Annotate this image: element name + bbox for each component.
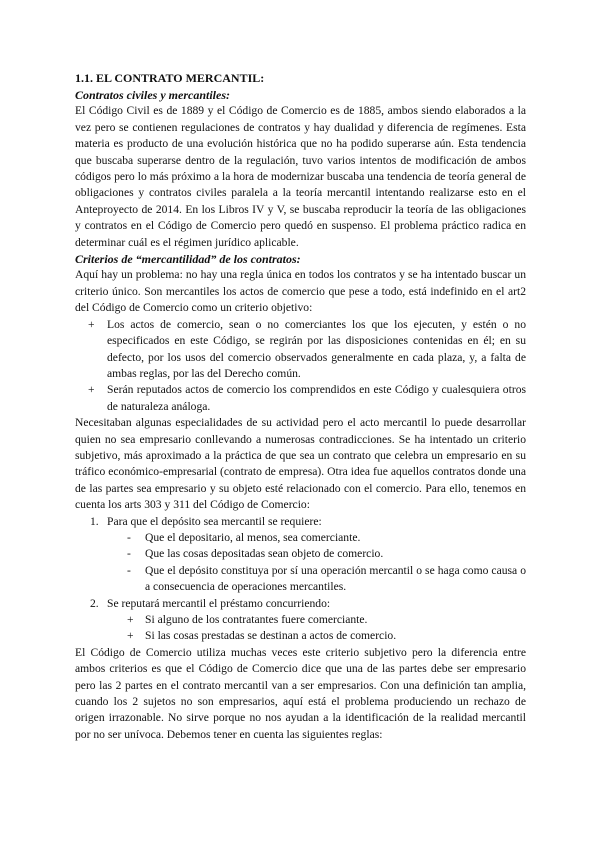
paragraph-intro-criterios: Aquí hay un problema: no hay una regla única en todos los contratos y se ha intentado buscar un criterio único. Son mercantiles los actos de comercio que pese a todo, está indefinido en el art2 del Código de Comercio como un criterio objetivo: bbox=[75, 268, 526, 315]
plus-bullet-icon: + bbox=[88, 383, 95, 397]
plus-bullet-icon: + bbox=[127, 629, 134, 643]
section-heading: 1.1. EL CONTRATO MERCANTIL: bbox=[75, 71, 265, 85]
numbered-list bbox=[75, 596, 526, 612]
list-item-text: Serán reputados actos de comercio los comprendidos en este Código y cualesquiera otros de naturaleza análoga. bbox=[107, 383, 526, 413]
list-item-text: Que las cosas depositadas sean objeto de comercio. bbox=[145, 547, 384, 561]
list-item bbox=[75, 546, 526, 562]
dash-bullet-icon: - bbox=[127, 563, 131, 577]
list-item bbox=[75, 612, 526, 628]
list-item-text: Los actos de comercio, sean o no comerciantes los que los ejecuten, y estén o no especificados en este Código, se regirán por las disposiciones contenidas en él; en su defecto, por los usos del comercio observados generalmente en cada plaza, y, a falta de ambas reglas, por las del Derecho común. bbox=[107, 317, 526, 380]
list-item-text: Si alguno de los contratantes fuere comerciante. bbox=[145, 613, 368, 626]
numbered-item-prestamo bbox=[75, 596, 526, 612]
subsection-title-contratos: Contratos civiles y mercantiles: bbox=[75, 88, 230, 102]
list-item-text: Para que el depósito sea mercantil se requiere: bbox=[107, 514, 322, 528]
list-item-text: Que el depósito constituya por sí una operación mercantil o se haga como causa o a consecuencia de operaciones mercantiles. bbox=[145, 563, 526, 594]
list-item bbox=[75, 628, 526, 644]
paragraph-especialidades: Necesitaban algunas especialidades de su actividad pero el acto mercantil lo puede desarrollar quien no sea empresario conllevando a numerosas contradicciones. Se ha intentado un criterio subjetivo, más aproximado a la práctica de que sea un contrato que celebra un empresario en su tráfico económico-empresarial (contrato de empresa). Otra idea fue aquellos contratos donde una de las partes sea empresario y su objeto esté relacionado con el comercio. Para ello, tenemos en cuenta los arts 303 y 311 del Código de Comercio: bbox=[75, 416, 526, 512]
dash-bullet-icon: - bbox=[127, 547, 131, 561]
list-number: 1. bbox=[90, 514, 99, 528]
list-item-text: Que el depositario, al menos, sea comerciante. bbox=[145, 530, 361, 544]
list-item-text: Se reputará mercantil el préstamo concurriendo: bbox=[107, 596, 331, 610]
list-item bbox=[75, 563, 526, 596]
dash-bullet-icon: - bbox=[127, 530, 131, 544]
plus-bullet-icon: + bbox=[88, 317, 95, 331]
list-item-text: Si las cosas prestadas se destinan a actos de comercio. bbox=[145, 629, 397, 643]
list-item bbox=[75, 530, 526, 546]
numbered-list bbox=[75, 514, 526, 530]
list-item bbox=[75, 382, 526, 415]
plus-bullet-icon: + bbox=[127, 613, 134, 626]
list-number: 2. bbox=[90, 596, 99, 610]
numbered-item-deposito bbox=[75, 514, 526, 530]
document-body bbox=[75, 70, 526, 743]
article-quote-list bbox=[75, 317, 526, 415]
deposito-requirements-list bbox=[75, 530, 526, 596]
paragraph-codigos: El Código Civil es de 1889 y el Código de Comercio es de 1885, ambos siendo elaborados a la vez pero se contienen regulaciones de contratos y hay dualidad y diferencia de regímenes. Esta materia es producto de una evolución histórica que no ha podido superarse aún. Esta tendencia que buscaba superarse dentro de la regulación, tuvo varios intentos de modificación de ambos códigos pero lo más próximo a la hora de modernizar buscaba una tendencia de teoría general de obligaciones y contratos civiles paralela a la teoría mercantil intentando realizarse esto en el Anteproyecto de 2014. En los Libros IV y V, se buscaba reproducir la teoría de las obligaciones y contratos en el Código de Comercio pero quedó en suspenso. El problema práctico radica en determinar cuál es el régimen jurídico aplicable. bbox=[75, 104, 526, 249]
paragraph-criterio-subjetivo: El Código de Comercio utiliza muchas veces este criterio subjetivo pero la diferencia entre ambos criterios es que el Código de Comercio dice que una de las partes debe ser empresario pero las 2 partes en el contrato mercantil van a ser empresarios. Con una definición tan amplia, cuando los 2 sujetos no son empresarios, aquí está el problema produciendo un rechazo de origen irrazonable. No sirve porque no nos ayudan a la identificación de la realidad mercantil por no ser unívoca. Debemos tener en cuenta las siguientes reglas: bbox=[75, 645, 526, 741]
subsection-title-criterios: Criterios de “mercantilidad” de los contratos: bbox=[75, 252, 301, 267]
list-item bbox=[75, 317, 526, 383]
prestamo-conditions-list bbox=[75, 612, 526, 645]
